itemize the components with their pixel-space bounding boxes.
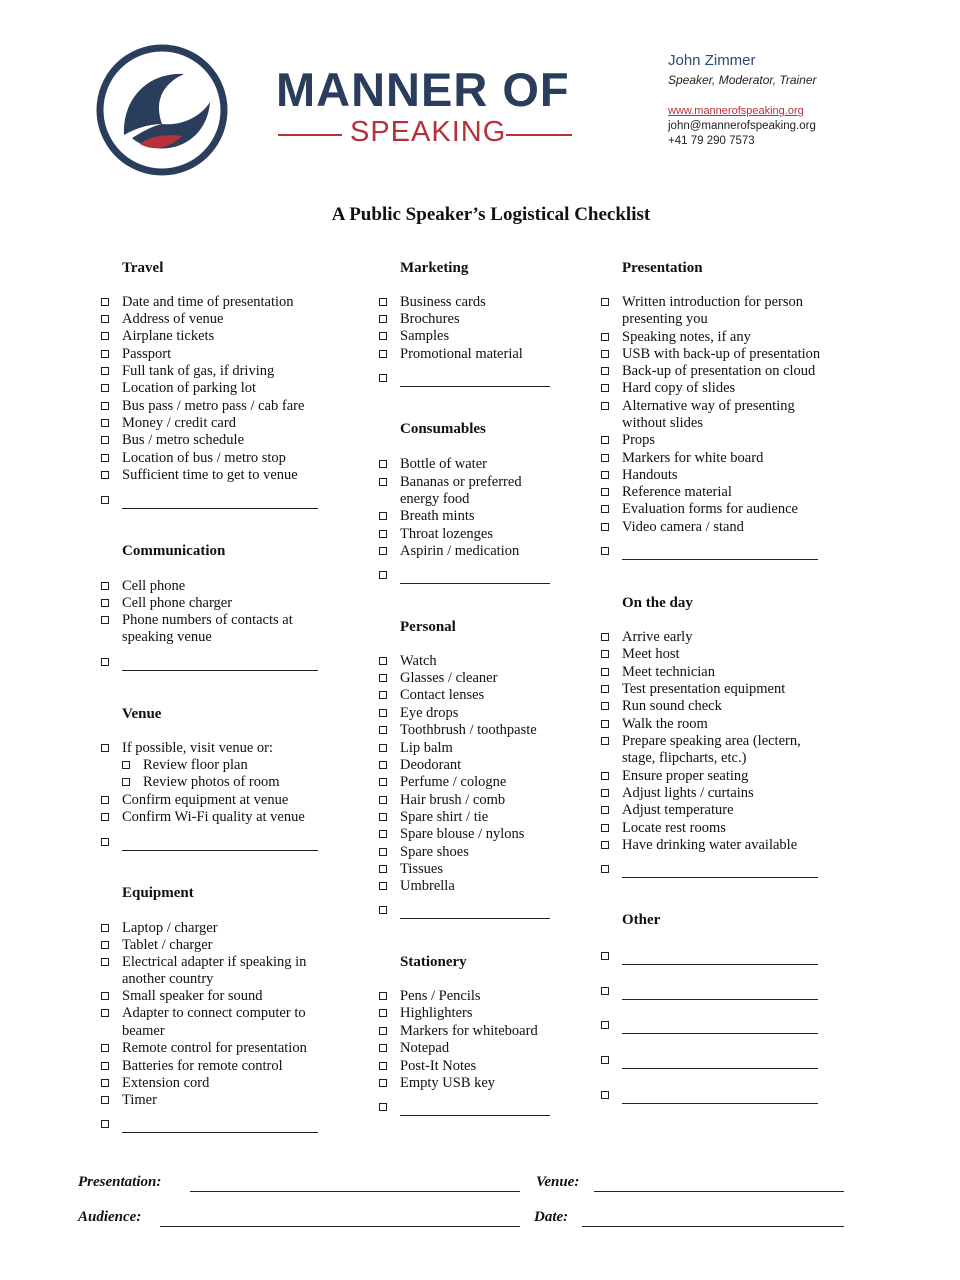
checkbox[interactable]	[379, 865, 387, 873]
checklist-item: Throat lozenges	[400, 526, 494, 542]
audience-field[interactable]	[160, 1226, 520, 1227]
checklist-item: Reference material	[622, 484, 732, 500]
blank-entry-line[interactable]	[622, 1033, 818, 1034]
checkbox[interactable]	[601, 841, 609, 849]
checkbox[interactable]	[379, 1044, 387, 1052]
checkbox[interactable]	[601, 333, 609, 341]
checkbox[interactable]	[379, 298, 387, 306]
checkbox[interactable]	[379, 1009, 387, 1017]
checklist-item: Lip balm	[400, 740, 453, 756]
checkbox[interactable]	[101, 471, 109, 479]
brand-divider-right	[506, 134, 572, 136]
checklist-item: Walk the room	[622, 716, 708, 732]
checkbox[interactable]	[379, 350, 387, 358]
checklist-item: Spare shoes	[400, 844, 469, 860]
checkbox[interactable]	[101, 924, 109, 932]
checklist-item: Electrical adapter if speaking in	[122, 954, 307, 970]
checkbox[interactable]	[379, 530, 387, 538]
blank-checkbox[interactable]	[601, 952, 609, 960]
blank-checkbox[interactable]	[601, 987, 609, 995]
blank-entry-line[interactable]	[622, 964, 818, 965]
checklist-item: Glasses / cleaner	[400, 670, 498, 686]
checklist-item: Pens / Pencils	[400, 988, 481, 1004]
checklist-item: Batteries for remote control	[122, 1058, 283, 1074]
checklist-item: Bottle of water	[400, 456, 487, 472]
section-title-consumables: Consumables	[400, 421, 486, 437]
checkbox[interactable]	[379, 992, 387, 1000]
checklist-item: Review photos of room	[143, 774, 280, 790]
checkbox[interactable]	[601, 367, 609, 375]
checkbox[interactable]	[601, 436, 609, 444]
blank-entry-line[interactable]	[622, 559, 818, 560]
checkbox[interactable]	[379, 547, 387, 555]
checklist-item: beamer	[122, 1023, 165, 1039]
blank-checkbox[interactable]	[601, 1021, 609, 1029]
section-title-presentation: Presentation	[622, 260, 703, 276]
blank-entry-line[interactable]	[400, 918, 550, 919]
checklist-item: Review floor plan	[143, 757, 248, 773]
checklist-item: Markers for white board	[622, 450, 764, 466]
page-title: A Public Speaker’s Logistical Checklist	[331, 204, 651, 225]
checklist-item: If possible, visit venue or:	[122, 740, 274, 756]
brand-divider-left	[278, 134, 342, 136]
checklist-item: Extension cord	[122, 1075, 210, 1091]
checklist-item: Written introduction for person	[622, 294, 804, 310]
checkbox[interactable]	[122, 761, 130, 769]
checklist-item: Spare shirt / tie	[400, 809, 489, 825]
checkbox[interactable]	[601, 772, 609, 780]
blank-entry-line[interactable]	[622, 1103, 818, 1104]
checkbox[interactable]	[379, 744, 387, 752]
checkbox[interactable]	[601, 350, 609, 358]
blank-checkbox[interactable]	[379, 571, 387, 579]
checklist-item: Adjust temperature	[622, 802, 734, 818]
venue-field[interactable]	[594, 1191, 844, 1192]
section-title-on-the-day: On the day	[622, 595, 693, 611]
presentation-label: Presentation:	[78, 1174, 162, 1190]
checkbox[interactable]	[601, 298, 609, 306]
checklist-item: stage, flipcharts, etc.)	[622, 750, 747, 766]
checkbox[interactable]	[379, 848, 387, 856]
section-title-other: Other	[622, 912, 661, 928]
blank-entry-line[interactable]	[400, 1115, 550, 1116]
checklist-item: Watch	[400, 653, 437, 669]
checklist-item: Back-up of presentation on cloud	[622, 363, 816, 379]
blank-checkbox[interactable]	[379, 906, 387, 914]
checkbox[interactable]	[379, 813, 387, 821]
date-label: Date:	[534, 1209, 569, 1225]
checklist-item: Laptop / charger	[122, 920, 218, 936]
checklist-item: Tissues	[400, 861, 443, 877]
checklist-item: Run sound check	[622, 698, 722, 714]
checkbox[interactable]	[101, 454, 109, 462]
checkbox[interactable]	[101, 298, 109, 306]
checklist-item: energy food	[400, 491, 470, 507]
checklist-item: Video camera / stand	[622, 519, 744, 535]
phone-number: +41 79 290 7573	[668, 135, 755, 147]
checkbox[interactable]	[379, 1079, 387, 1087]
checklist-item: Arrive early	[622, 629, 693, 645]
checkbox[interactable]	[601, 789, 609, 797]
checkbox[interactable]	[601, 824, 609, 832]
checkbox[interactable]	[379, 796, 387, 804]
checkbox[interactable]	[379, 761, 387, 769]
checkbox[interactable]	[601, 650, 609, 658]
blank-checkbox[interactable]	[601, 1091, 609, 1099]
checkbox[interactable]	[101, 350, 109, 358]
audience-label: Audience:	[78, 1209, 142, 1225]
checklist-item: another country	[122, 971, 214, 987]
checklist-item: Address of venue	[122, 311, 224, 327]
checklist-item: Contact lenses	[400, 687, 485, 703]
section-title-stationery: Stationery	[400, 954, 467, 970]
checklist-item: Adjust lights / curtains	[622, 785, 754, 801]
checklist-item: Bus / metro schedule	[122, 432, 245, 448]
checklist-item: Empty USB key	[400, 1075, 496, 1091]
checkbox[interactable]	[101, 402, 109, 410]
checkbox[interactable]	[601, 702, 609, 710]
checkbox[interactable]	[101, 744, 109, 752]
checklist-item: Spare blouse / nylons	[400, 826, 525, 842]
section-title-communication: Communication	[122, 543, 226, 559]
email-address: john@mannerofspeaking.org	[668, 120, 816, 132]
brand-subtitle: SPEAKING	[350, 116, 507, 148]
date-field[interactable]	[582, 1226, 844, 1227]
checkbox[interactable]	[101, 796, 109, 804]
blank-checkbox[interactable]	[601, 865, 609, 873]
checkbox[interactable]	[101, 941, 109, 949]
blank-checkbox[interactable]	[379, 374, 387, 382]
checklist-item: Post-It Notes	[400, 1058, 477, 1074]
checkbox[interactable]	[379, 460, 387, 468]
section-title-personal: Personal	[400, 619, 456, 635]
checkbox[interactable]	[601, 505, 609, 513]
checklist-item: Hair brush / comb	[400, 792, 506, 808]
checkbox[interactable]	[601, 523, 609, 531]
checkbox[interactable]	[101, 813, 109, 821]
presentation-field[interactable]	[190, 1191, 520, 1192]
checklist-item: Locate rest rooms	[622, 820, 726, 836]
checklist-item: Cell phone	[122, 578, 186, 594]
blank-checkbox[interactable]	[379, 1103, 387, 1111]
checklist-item: Aspirin / medication	[400, 543, 520, 559]
checkbox[interactable]	[101, 436, 109, 444]
venue-label: Venue:	[536, 1174, 580, 1190]
checkbox[interactable]	[101, 958, 109, 966]
checklist-item: Confirm equipment at venue	[122, 792, 289, 808]
checkbox[interactable]	[601, 685, 609, 693]
checkbox[interactable]	[601, 384, 609, 392]
checklist-item: Samples	[400, 328, 450, 344]
checklist-item: Props	[622, 432, 656, 448]
checklist-item: Airplane tickets	[122, 328, 215, 344]
checklist-item: Umbrella	[400, 878, 455, 894]
blank-entry-line[interactable]	[122, 850, 318, 851]
checklist-item: Alternative way of presenting	[622, 398, 795, 414]
checkbox[interactable]	[101, 1079, 109, 1087]
checklist-item: Promotional material	[400, 346, 523, 362]
checklist-item: Hard copy of slides	[622, 380, 736, 396]
checkbox[interactable]	[101, 315, 109, 323]
checkbox[interactable]	[101, 992, 109, 1000]
checkbox[interactable]	[601, 806, 609, 814]
checklist-item: speaking venue	[122, 629, 212, 645]
checkbox[interactable]	[101, 367, 109, 375]
checkbox[interactable]	[101, 1044, 109, 1052]
checklist-item: Location of parking lot	[122, 380, 257, 396]
checklist-item: Small speaker for sound	[122, 988, 263, 1004]
checkbox[interactable]	[379, 512, 387, 520]
checklist-item: Have drinking water available	[622, 837, 798, 853]
checklist-item: Business cards	[400, 294, 486, 310]
brand-name: MANNER OF	[276, 63, 570, 116]
checkbox[interactable]	[101, 582, 109, 590]
checklist-item: Bananas or preferred	[400, 474, 522, 490]
blank-entry-line[interactable]	[622, 1068, 818, 1069]
section-title-travel: Travel	[122, 260, 164, 276]
blank-checkbox[interactable]	[101, 838, 109, 846]
checklist-item: Markers for whiteboard	[400, 1023, 538, 1039]
section-title-venue: Venue	[122, 706, 162, 722]
checklist-item: Sufficient time to get to venue	[122, 467, 298, 483]
contact-name: John Zimmer	[668, 52, 756, 69]
checklist-item: Remote control for presentation	[122, 1040, 307, 1056]
checkbox[interactable]	[379, 1062, 387, 1070]
blank-entry-line[interactable]	[400, 386, 550, 387]
checklist-item: Ensure proper seating	[622, 768, 749, 784]
checklist-item: Meet host	[622, 646, 680, 662]
blank-checkbox[interactable]	[101, 658, 109, 666]
checklist-item: without slides	[622, 415, 703, 431]
checklist-item: Brochures	[400, 311, 460, 327]
checkbox[interactable]	[379, 709, 387, 717]
checkbox[interactable]	[379, 778, 387, 786]
checkbox[interactable]	[101, 1062, 109, 1070]
checklist-item: Passport	[122, 346, 172, 362]
checkbox[interactable]	[379, 657, 387, 665]
section-title-marketing: Marketing	[400, 260, 469, 276]
checkbox[interactable]	[601, 454, 609, 462]
checklist-item: presenting you	[622, 311, 708, 327]
checkbox[interactable]	[379, 674, 387, 682]
checklist-item: Evaluation forms for audience	[622, 501, 798, 517]
blank-checkbox[interactable]	[601, 547, 609, 555]
checkbox[interactable]	[101, 1096, 109, 1104]
logo-emblem	[92, 40, 232, 180]
checkbox[interactable]	[101, 1009, 109, 1017]
brand-subtitle-row	[278, 116, 572, 152]
checklist-item: Money / credit card	[122, 415, 236, 431]
checklist-item: Meet technician	[622, 664, 715, 680]
website-link[interactable]: www.mannerofspeaking.org	[668, 105, 804, 117]
blank-checkbox[interactable]	[601, 1056, 609, 1064]
checklist-item: Date and time of presentation	[122, 294, 294, 310]
checkbox[interactable]	[379, 315, 387, 323]
checklist-item: Perfume / cologne	[400, 774, 507, 790]
checklist-item: Bus pass / metro pass / cab fare	[122, 398, 305, 414]
checklist-item: Prepare speaking area (lectern,	[622, 733, 801, 749]
checkbox[interactable]	[379, 691, 387, 699]
checkbox[interactable]	[379, 830, 387, 838]
blank-entry-line[interactable]	[622, 999, 818, 1000]
blank-checkbox[interactable]	[101, 1120, 109, 1128]
checkbox[interactable]	[379, 882, 387, 890]
blank-entry-line[interactable]	[122, 508, 318, 509]
checklist-item: Adapter to connect computer to	[122, 1005, 306, 1021]
checkbox[interactable]	[601, 720, 609, 728]
checkbox[interactable]	[101, 419, 109, 427]
checklist-item: Deodorant	[400, 757, 462, 773]
blank-entry-line[interactable]	[622, 877, 818, 878]
checkbox[interactable]	[379, 478, 387, 486]
checkbox[interactable]	[601, 488, 609, 496]
checkbox[interactable]	[379, 1027, 387, 1035]
checklist-item: Full tank of gas, if driving	[122, 363, 275, 379]
contact-block	[668, 52, 817, 147]
checklist-item: USB with back-up of presentation	[622, 346, 821, 362]
checklist-item: Tablet / charger	[122, 937, 213, 953]
checklist-item: Toothbrush / toothpaste	[400, 722, 537, 738]
checklist-item: Timer	[122, 1092, 157, 1108]
checkbox[interactable]	[601, 633, 609, 641]
checkbox[interactable]	[601, 402, 609, 410]
checkbox[interactable]	[101, 616, 109, 624]
checkbox[interactable]	[379, 332, 387, 340]
checklist-item: Cell phone charger	[122, 595, 233, 611]
blank-entry-line[interactable]	[400, 583, 550, 584]
checkbox[interactable]	[601, 471, 609, 479]
checkbox[interactable]	[601, 668, 609, 676]
checkbox[interactable]	[101, 599, 109, 607]
checklist-item: Phone numbers of contacts at	[122, 612, 293, 628]
checkbox[interactable]	[101, 332, 109, 340]
blank-entry-line[interactable]	[122, 670, 318, 671]
checklist-item: Confirm Wi-Fi quality at venue	[122, 809, 305, 825]
blank-checkbox[interactable]	[101, 496, 109, 504]
checkbox[interactable]	[379, 726, 387, 734]
checklist-item: Eye drops	[400, 705, 459, 721]
section-title-equipment: Equipment	[122, 885, 194, 901]
checklist-item: Notepad	[400, 1040, 450, 1056]
checklist-item: Speaking notes, if any	[622, 329, 751, 345]
checkbox[interactable]	[601, 737, 609, 745]
checkbox[interactable]	[101, 384, 109, 392]
checkbox[interactable]	[122, 778, 130, 786]
contact-role: Speaker, Moderator, Trainer	[668, 73, 817, 87]
checklist-item: Breath mints	[400, 508, 475, 524]
checklist-item: Test presentation equipment	[622, 681, 786, 697]
checklist-item: Location of bus / metro stop	[122, 450, 286, 466]
blank-entry-line[interactable]	[122, 1132, 318, 1133]
checklist-item: Highlighters	[400, 1005, 473, 1021]
checklist-item: Handouts	[622, 467, 678, 483]
